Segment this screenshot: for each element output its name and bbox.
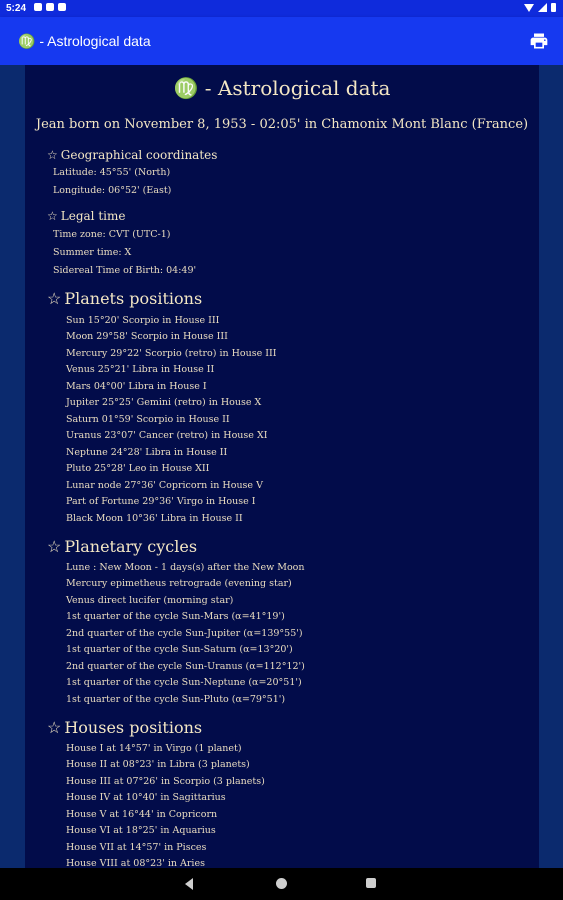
planet-position-item: Saturn 01°59' Scorpio in House II — [66, 414, 230, 425]
page-subtitle: Jean born on November 8, 1953 - 02:05' in Chamonix Mont Blanc (France) — [35, 117, 529, 132]
latitude-text: Latitude: 45°55' (North) — [53, 167, 171, 178]
cycle-item: Venus direct lucifer (morning star) — [66, 595, 234, 606]
house-item: House VII at 14°57' in Pisces — [66, 842, 207, 853]
signal-icon — [538, 3, 547, 12]
app-bar-title: ♍ - Astrological data — [18, 33, 151, 49]
planet-position-item: Mercury 29°22' Scorpio (retro) in House III — [66, 348, 277, 359]
section-planets-positions — [47, 289, 202, 308]
section-legal-time — [47, 209, 125, 223]
notification-icon — [34, 3, 42, 11]
house-item: House I at 14°57' in Virgo (1 planet) — [66, 743, 242, 754]
house-item: House II at 08°23' in Libra (3 planets) — [66, 759, 250, 770]
planet-position-item: Black Moon 10°36' Libra in House II — [66, 513, 243, 524]
sidereal-time-text: Sidereal Time of Birth: 04:49' — [53, 265, 197, 276]
system-icons — [524, 3, 556, 12]
house-item: House V at 16°44' in Copricorn — [66, 809, 218, 820]
section-heading: Planetary cycles — [64, 537, 198, 556]
section-heading: Houses positions — [64, 718, 203, 737]
system-nav-bar — [0, 868, 563, 900]
cycle-item: 1st quarter of the cycle Sun-Neptune (α=20°51') — [66, 677, 302, 688]
section-geographical-coordinates — [47, 148, 217, 162]
cycle-item: 2nd quarter of the cycle Sun-Jupiter (α=139°55') — [66, 628, 303, 639]
star-icon: ☆ — [47, 148, 58, 162]
planet-position-item: Neptune 24°28' Libra in House II — [66, 447, 228, 458]
longitude-text: Longitude: 06°52' (East) — [53, 185, 172, 196]
house-item: House VI at 18°25' in Aquarius — [66, 825, 216, 836]
star-icon: ☆ — [47, 537, 62, 556]
notification-icon — [58, 3, 66, 11]
planet-position-item: Mars 04°00' Libra in House I — [66, 381, 207, 392]
app-bar — [0, 17, 563, 65]
planet-position-item: Jupiter 25°25' Gemini (retro) in House X — [66, 397, 262, 408]
cycle-item: Mercury epimetheus retrograde (evening star) — [66, 578, 292, 589]
planet-position-item: Pluto 25°28' Leo in House XII — [66, 463, 210, 474]
notification-icon — [46, 3, 54, 11]
planet-position-item: Sun 15°20' Scorpio in House III — [66, 315, 220, 326]
section-planetary-cycles — [47, 537, 197, 556]
section-heading: Legal time — [60, 209, 126, 223]
cycle-item: 1st quarter of the cycle Sun-Pluto (α=79°51') — [66, 694, 286, 705]
back-icon[interactable] — [185, 878, 193, 890]
battery-icon — [551, 3, 556, 12]
cycle-item: 2nd quarter of the cycle Sun-Uranus (α=112°12') — [66, 661, 305, 672]
planet-position-item: Lunar node 27°36' Copricorn in House V — [66, 480, 263, 491]
cycle-item: 1st quarter of the cycle Sun-Mars (α=41°19') — [66, 611, 285, 622]
status-bar — [0, 0, 563, 17]
content-area[interactable] — [0, 65, 563, 868]
star-icon: ☆ — [47, 209, 58, 223]
summer-time-text: Summer time: X — [53, 247, 132, 258]
house-item: House VIII at 08°23' in Aries — [66, 858, 205, 868]
planet-position-item: Venus 25°21' Libra in House II — [66, 364, 215, 375]
cycle-item: 1st quarter of the cycle Sun-Saturn (α=13°20') — [66, 644, 293, 655]
notification-icons — [34, 3, 66, 11]
home-icon[interactable] — [276, 878, 287, 889]
data-panel — [25, 65, 539, 868]
print-icon[interactable] — [529, 31, 549, 51]
wifi-icon — [524, 4, 534, 12]
star-icon: ☆ — [47, 289, 62, 308]
section-heading: Planets positions — [64, 289, 203, 308]
planet-position-item: Moon 29°58' Scorpio in House III — [66, 331, 228, 342]
status-time: 5:24 — [6, 3, 27, 14]
section-heading: Geographical coordinates — [60, 148, 218, 162]
house-item: House III at 07°26' in Scorpio (3 planets) — [66, 776, 265, 787]
planet-position-item: Part of Fortune 29°36' Virgo in House I — [66, 496, 256, 507]
house-item: House IV at 10°40' in Sagittarius — [66, 792, 226, 803]
page-title: ♍ - Astrological data — [173, 76, 391, 100]
timezone-text: Time zone: CVT (UTC-1) — [53, 229, 171, 240]
cycle-item: Lune : New Moon - 1 days(s) after the New Moon — [66, 562, 305, 573]
recent-apps-icon[interactable] — [366, 878, 376, 888]
section-houses-positions — [47, 718, 202, 737]
planet-position-item: Uranus 23°07' Cancer (retro) in House XI — [66, 430, 268, 441]
star-icon: ☆ — [47, 718, 62, 737]
